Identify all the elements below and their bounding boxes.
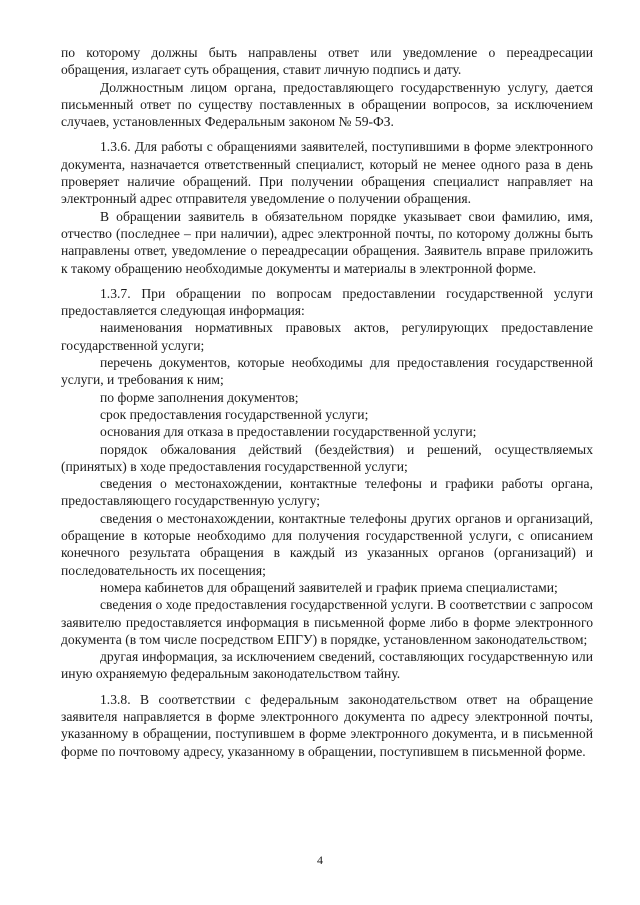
paragraph: по которому должны быть направлены ответ или уведомление о переадресации обращения, излагает суть обращения, ставит личную подпись и дату. <box>61 45 593 78</box>
paragraph: 1.3.6. Для работы с обращениями заявителей, поступившими в форме электронного документа, назначается ответственный специалист, который не менее одного раза в день проверяет наличие обращений. При получении обращения специалист направляет на электронный адрес отправителя уведомление о получении обращения. <box>61 139 593 207</box>
paragraph: основания для отказа в предоставлении государственной услуги; <box>100 424 477 440</box>
paragraph: сведения о местонахождении, контактные телефоны других органов и организаций, обращение в которые необходимо для получения государственной услуги, с описанием конечного результата обращения в каждый из указанных органов (организаций) и последовательность их посещения; <box>61 510 593 578</box>
paragraph: сведения о местонахождении, контактные телефоны и графики работы органа, предоставляющего государственную услугу; <box>61 476 593 509</box>
page-number: 4 <box>317 853 323 867</box>
paragraph: 1.3.8. В соответствии с федеральным законодательством ответ на обращение заявителя направляется в форме электронного документа по адресу электронной почты, указанному в обращении, поступившем в форме электронного документа, и в письменной форме по почтовому адресу, указанному в обращении, поступившем в письменной форме. <box>61 691 593 759</box>
paragraph: перечень документов, которые необходимы для предоставления государственной услуги, и требования к ним; <box>61 355 593 388</box>
paragraph: 1.3.7. При обращении по вопросам предоставлении государственной услуги предоставляется следующая информация: <box>61 285 593 319</box>
paragraph: В обращении заявитель в обязательном порядке указывает свои фамилию, имя, отчество (последнее – при наличии), адрес электронной почты, по которому должны быть направлены ответ, уведомление о переадресации обращения. Заявитель вправе приложить к такому обращению необходимые документы и материалы в электронной форме. <box>61 208 593 276</box>
paragraph: по форме заполнения документов; <box>100 389 299 405</box>
paragraph: порядок обжалования действий (бездействия) и решений, осуществляемых (принятых) в ходе предоставления государственной услуги; <box>61 441 593 474</box>
paragraph: наименования нормативных правовых актов, регулирующих предоставление государственной услуги; <box>61 320 593 353</box>
paragraph: Должностным лицом органа, предоставляющего государственную услугу, дается письменный ответ по существу поставленных в обращении вопросов, за исключением случаев, установленных Федеральным законом № 59-ФЗ. <box>61 79 593 130</box>
document-body <box>61 44 593 760</box>
paragraph: сведения о ходе предоставления государственной услуги. В соответствии с запросом заявителю предоставляется информация в письменной форме либо в форме электронного документа (в том числе посредством ЕПГУ) в порядке, установленном законодательством; <box>61 597 593 647</box>
paragraph: срок предоставления государственной услуги; <box>100 406 369 422</box>
paragraph: номера кабинетов для обращений заявителей и график приема специалистами; <box>100 579 558 595</box>
paragraph: другая информация, за исключением сведений, составляющих государственную или иную охраняемую федеральным законодательством тайну. <box>61 649 593 682</box>
